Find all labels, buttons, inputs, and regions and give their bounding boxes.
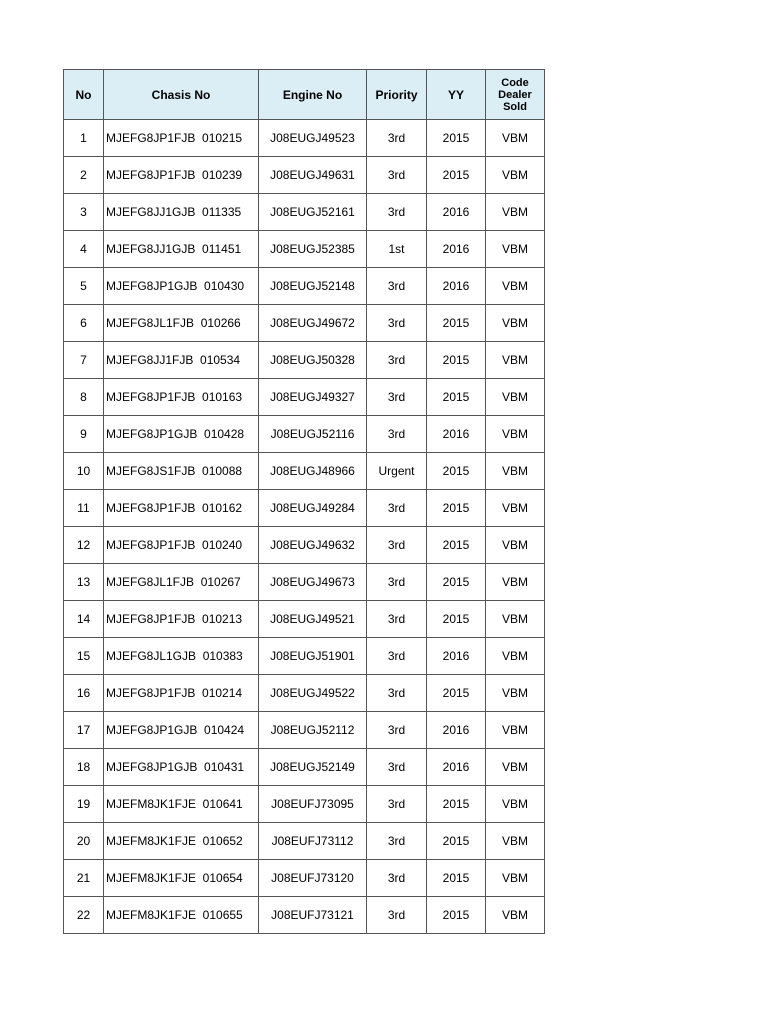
cell-yy[interactable]: 2015	[427, 675, 486, 712]
header-chassis[interactable]: Chasis No	[104, 70, 259, 120]
cell-chassis[interactable]: MJEFG8JS1FJB 010088	[104, 453, 259, 490]
spreadsheet-sheet	[63, 69, 545, 934]
cell-dealer[interactable]: VBM	[486, 453, 545, 490]
cell-no[interactable]: 12	[64, 527, 104, 564]
cell-chassis[interactable]: MJEFG8JJ1GJB 011335	[104, 194, 259, 231]
table-row	[64, 231, 545, 268]
table-row	[64, 490, 545, 527]
cell-priority[interactable]: 3rd	[367, 120, 427, 157]
cell-engine[interactable]: J08EUGJ49632	[259, 527, 367, 564]
cell-chassis[interactable]: MJEFG8JJ1FJB 010534	[104, 342, 259, 379]
cell-no[interactable]: 22	[64, 897, 104, 934]
cell-dealer[interactable]: VBM	[486, 712, 545, 749]
table-row	[64, 120, 545, 157]
cell-chassis[interactable]: MJEFG8JP1FJB 010239	[104, 157, 259, 194]
table-row	[64, 786, 545, 823]
cell-dealer[interactable]: VBM	[486, 823, 545, 860]
table-row	[64, 860, 545, 897]
cell-yy[interactable]: 2015	[427, 305, 486, 342]
header-priority[interactable]: Priority	[367, 70, 427, 120]
cell-engine[interactable]: J08EUGJ52112	[259, 712, 367, 749]
cell-chassis[interactable]: MJEFM8JK1FJE 010655	[104, 897, 259, 934]
table-row	[64, 823, 545, 860]
cell-yy[interactable]: 2015	[427, 860, 486, 897]
cell-chassis[interactable]: MJEFG8JL1FJB 010267	[104, 564, 259, 601]
cell-no[interactable]: 5	[64, 268, 104, 305]
vehicle-table	[63, 69, 545, 934]
cell-chassis[interactable]: MJEFM8JK1FJE 010654	[104, 860, 259, 897]
cell-engine[interactable]: J08EUGJ49672	[259, 305, 367, 342]
cell-engine[interactable]: J08EUGJ52148	[259, 268, 367, 305]
cell-chassis[interactable]: MJEFG8JP1FJB 010215	[104, 120, 259, 157]
cell-engine[interactable]: J08EUGJ49631	[259, 157, 367, 194]
cell-dealer[interactable]: VBM	[486, 342, 545, 379]
table-row	[64, 194, 545, 231]
cell-no[interactable]: 7	[64, 342, 104, 379]
header-dealer-line3: Sold	[503, 100, 527, 113]
cell-no[interactable]: 4	[64, 231, 104, 268]
cell-yy[interactable]: 2015	[427, 601, 486, 638]
cell-dealer[interactable]: VBM	[486, 786, 545, 823]
cell-priority[interactable]: 3rd	[367, 564, 427, 601]
cell-dealer[interactable]: VBM	[486, 379, 545, 416]
cell-no[interactable]: 19	[64, 786, 104, 823]
cell-engine[interactable]: J08EUGJ49673	[259, 564, 367, 601]
table-row	[64, 157, 545, 194]
cell-dealer[interactable]: VBM	[486, 231, 545, 268]
table-row	[64, 638, 545, 675]
cell-chassis[interactable]: MJEFM8JK1FJE 010652	[104, 823, 259, 860]
cell-engine[interactable]: J08EUGJ52161	[259, 194, 367, 231]
cell-engine[interactable]: J08EUGJ51901	[259, 638, 367, 675]
cell-chassis[interactable]: MJEFM8JK1FJE 010641	[104, 786, 259, 823]
cell-no[interactable]: 18	[64, 749, 104, 786]
cell-no[interactable]: 15	[64, 638, 104, 675]
cell-dealer[interactable]: VBM	[486, 897, 545, 934]
cell-dealer[interactable]: VBM	[486, 638, 545, 675]
cell-priority[interactable]: 3rd	[367, 860, 427, 897]
header-dealer-line1: Code	[501, 76, 529, 89]
cell-yy[interactable]: 2015	[427, 897, 486, 934]
cell-engine[interactable]: J08EUGJ48966	[259, 453, 367, 490]
cell-yy[interactable]: 2015	[427, 490, 486, 527]
table-row	[64, 527, 545, 564]
cell-engine[interactable]: J08EUGJ49521	[259, 601, 367, 638]
cell-priority[interactable]: 3rd	[367, 638, 427, 675]
cell-dealer[interactable]: VBM	[486, 860, 545, 897]
cell-chassis[interactable]: MJEFG8JP1GJB 010430	[104, 268, 259, 305]
cell-dealer[interactable]: VBM	[486, 268, 545, 305]
table-row	[64, 453, 545, 490]
cell-yy[interactable]: 2016	[427, 638, 486, 675]
table-row	[64, 416, 545, 453]
cell-chassis[interactable]: MJEFG8JL1FJB 010266	[104, 305, 259, 342]
cell-no[interactable]: 21	[64, 860, 104, 897]
table-body	[64, 120, 545, 934]
table-row	[64, 675, 545, 712]
cell-yy[interactable]: 2015	[427, 157, 486, 194]
cell-priority[interactable]: 3rd	[367, 601, 427, 638]
cell-priority[interactable]: 3rd	[367, 194, 427, 231]
cell-engine[interactable]: J08EUGJ52116	[259, 416, 367, 453]
cell-engine[interactable]: J08EUFJ73121	[259, 897, 367, 934]
cell-dealer[interactable]: VBM	[486, 194, 545, 231]
cell-engine[interactable]: J08EUFJ73095	[259, 786, 367, 823]
cell-no[interactable]: 16	[64, 675, 104, 712]
cell-chassis[interactable]: MJEFG8JP1FJB 010162	[104, 490, 259, 527]
cell-engine[interactable]: J08EUGJ49523	[259, 120, 367, 157]
cell-priority[interactable]: 3rd	[367, 305, 427, 342]
cell-yy[interactable]: 2016	[427, 416, 486, 453]
table-row	[64, 342, 545, 379]
cell-engine[interactable]: J08EUGJ49327	[259, 379, 367, 416]
cell-engine[interactable]: J08EUFJ73120	[259, 860, 367, 897]
header-row	[64, 70, 545, 120]
cell-no[interactable]: 8	[64, 379, 104, 416]
cell-chassis[interactable]: MJEFG8JJ1GJB 011451	[104, 231, 259, 268]
cell-chassis[interactable]: MJEFG8JP1FJB 010163	[104, 379, 259, 416]
cell-priority[interactable]: 3rd	[367, 675, 427, 712]
cell-yy[interactable]: 2015	[427, 453, 486, 490]
cell-engine[interactable]: J08EUGJ50328	[259, 342, 367, 379]
cell-no[interactable]: 3	[64, 194, 104, 231]
cell-dealer[interactable]: VBM	[486, 675, 545, 712]
cell-priority[interactable]: 3rd	[367, 527, 427, 564]
cell-priority[interactable]: 3rd	[367, 749, 427, 786]
cell-priority[interactable]: 3rd	[367, 712, 427, 749]
cell-priority[interactable]: 3rd	[367, 268, 427, 305]
header-no[interactable]: No	[64, 70, 104, 120]
cell-dealer[interactable]: VBM	[486, 120, 545, 157]
header-yy[interactable]: YY	[427, 70, 486, 120]
cell-engine[interactable]: J08EUFJ73112	[259, 823, 367, 860]
cell-engine[interactable]: J08EUGJ49522	[259, 675, 367, 712]
cell-yy[interactable]: 2015	[427, 342, 486, 379]
cell-dealer[interactable]: VBM	[486, 564, 545, 601]
cell-priority[interactable]: 3rd	[367, 379, 427, 416]
cell-chassis[interactable]: MJEFG8JP1FJB 010240	[104, 527, 259, 564]
table-row	[64, 268, 545, 305]
cell-dealer[interactable]: VBM	[486, 490, 545, 527]
cell-dealer[interactable]: VBM	[486, 305, 545, 342]
cell-dealer[interactable]: VBM	[486, 601, 545, 638]
cell-no[interactable]: 2	[64, 157, 104, 194]
table-row	[64, 897, 545, 934]
cell-priority[interactable]: 3rd	[367, 823, 427, 860]
cell-yy[interactable]: 2015	[427, 823, 486, 860]
cell-priority[interactable]: 3rd	[367, 897, 427, 934]
cell-no[interactable]: 6	[64, 305, 104, 342]
cell-yy[interactable]: 2016	[427, 749, 486, 786]
cell-yy[interactable]: 2016	[427, 712, 486, 749]
cell-no[interactable]: 20	[64, 823, 104, 860]
table-row	[64, 379, 545, 416]
cell-chassis[interactable]: MJEFG8JP1GJB 010431	[104, 749, 259, 786]
table-row	[64, 305, 545, 342]
cell-yy[interactable]: 2016	[427, 268, 486, 305]
cell-no[interactable]: 14	[64, 601, 104, 638]
cell-yy[interactable]: 2016	[427, 231, 486, 268]
cell-priority[interactable]: 3rd	[367, 342, 427, 379]
table-row	[64, 601, 545, 638]
cell-chassis[interactable]: MJEFG8JP1FJB 010213	[104, 601, 259, 638]
header-code-dealer-sold[interactable]	[486, 70, 545, 120]
cell-engine[interactable]: J08EUGJ52149	[259, 749, 367, 786]
table-row	[64, 564, 545, 601]
cell-priority[interactable]: 3rd	[367, 786, 427, 823]
cell-engine[interactable]: J08EUGJ49284	[259, 490, 367, 527]
cell-no[interactable]: 10	[64, 453, 104, 490]
header-engine[interactable]: Engine No	[259, 70, 367, 120]
cell-dealer[interactable]: VBM	[486, 527, 545, 564]
cell-chassis[interactable]: MJEFG8JL1GJB 010383	[104, 638, 259, 675]
table-row	[64, 712, 545, 749]
cell-yy[interactable]: 2016	[427, 194, 486, 231]
cell-priority[interactable]: 1st	[367, 231, 427, 268]
cell-chassis[interactable]: MJEFG8JP1GJB 010428	[104, 416, 259, 453]
cell-no[interactable]: 17	[64, 712, 104, 749]
cell-priority[interactable]: 3rd	[367, 416, 427, 453]
cell-chassis[interactable]: MJEFG8JP1FJB 010214	[104, 675, 259, 712]
cell-dealer[interactable]: VBM	[486, 749, 545, 786]
cell-no[interactable]: 13	[64, 564, 104, 601]
table-row	[64, 749, 545, 786]
cell-yy[interactable]: 2015	[427, 120, 486, 157]
cell-yy[interactable]: 2015	[427, 527, 486, 564]
cell-no[interactable]: 1	[64, 120, 104, 157]
cell-yy[interactable]: 2015	[427, 564, 486, 601]
cell-no[interactable]: 11	[64, 490, 104, 527]
cell-no[interactable]: 9	[64, 416, 104, 453]
cell-engine[interactable]: J08EUGJ52385	[259, 231, 367, 268]
cell-dealer[interactable]: VBM	[486, 157, 545, 194]
cell-priority[interactable]: 3rd	[367, 157, 427, 194]
cell-yy[interactable]: 2015	[427, 379, 486, 416]
cell-priority[interactable]: Urgent	[367, 453, 427, 490]
cell-yy[interactable]: 2015	[427, 786, 486, 823]
header-dealer-line2: Dealer	[498, 88, 532, 101]
cell-chassis[interactable]: MJEFG8JP1GJB 010424	[104, 712, 259, 749]
cell-priority[interactable]: 3rd	[367, 490, 427, 527]
cell-dealer[interactable]: VBM	[486, 416, 545, 453]
